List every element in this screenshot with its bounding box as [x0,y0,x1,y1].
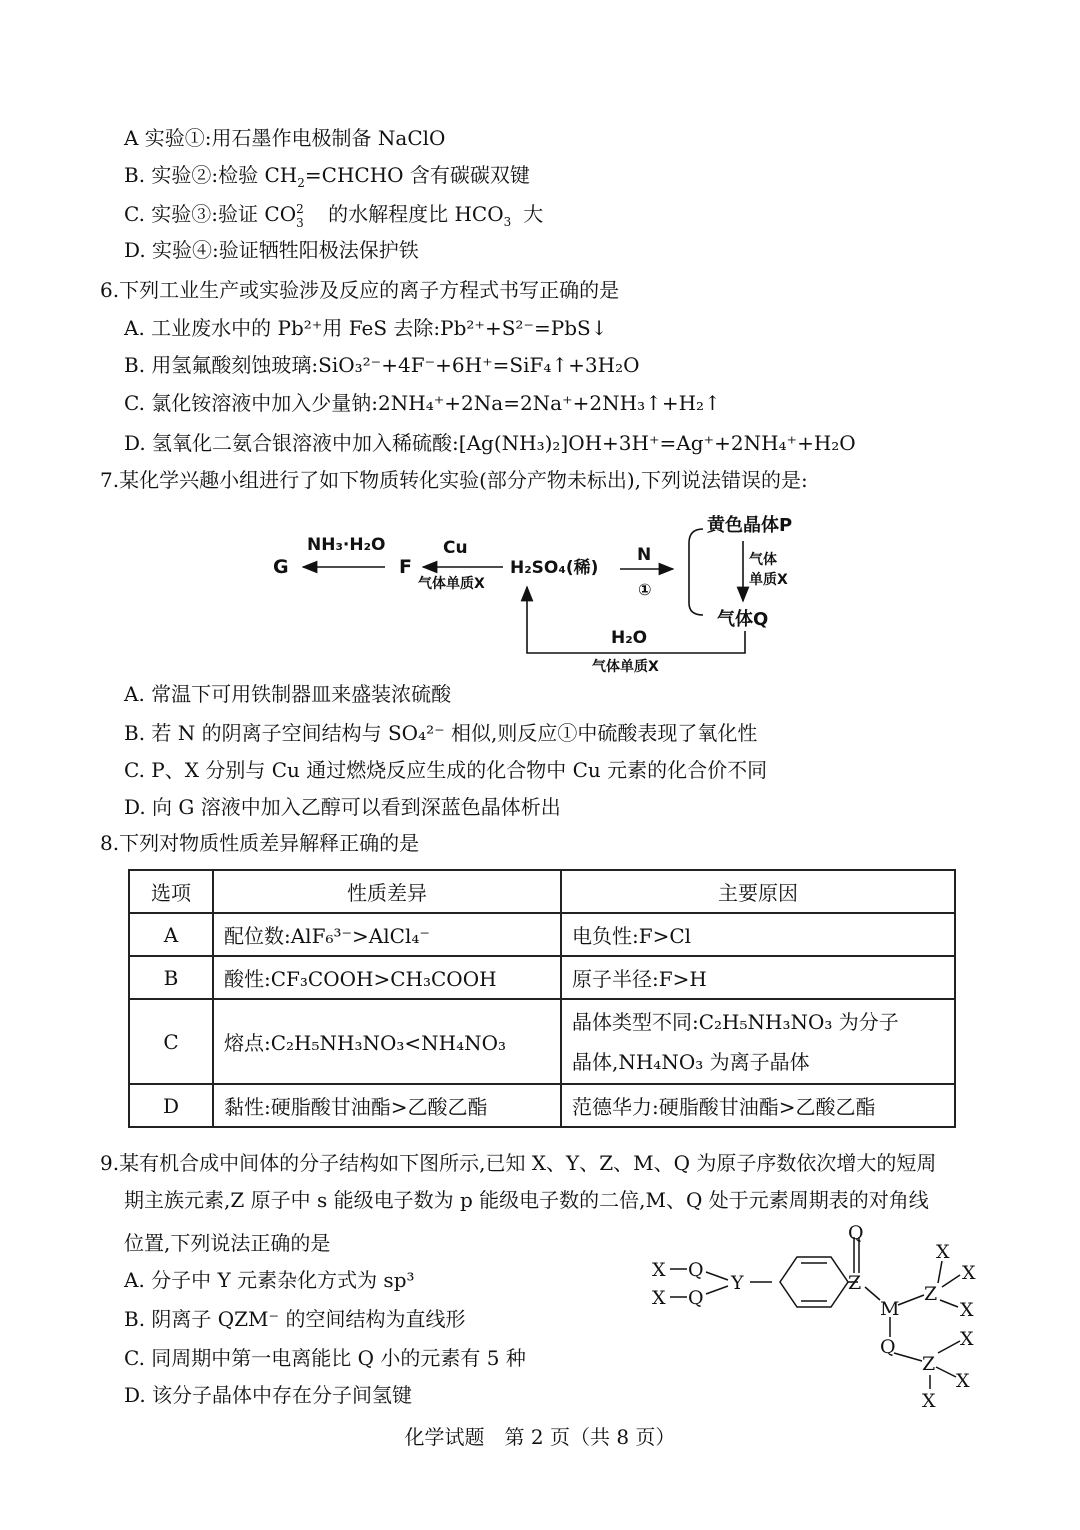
row-option: C [129,999,213,1084]
mol-y: Y [731,1272,744,1294]
diagram-gas-x1: 气体单质X [418,576,485,592]
q5-option-a: A 实验①:用石墨作电极制备 NaClO [124,126,446,150]
q6-option-a: A. 工业废水中的 Pb²⁺用 FeS 去除:Pb²⁺+S²⁻=PbS↓ [124,316,608,340]
q7-option-c: C. P、X 分别与 Cu 通过燃烧反应生成的化合物中 Cu 元素的化合价不同 [124,758,768,782]
mol-q-top: Q [848,1225,864,1244]
row-property: 熔点:C₂H₅NH₃NO₃<NH₄NO₃ [213,999,561,1084]
row-reason-cell [561,999,955,1084]
row-reason-line2: 晶体,NH₄NO₃ 为离子晶体 [572,1049,810,1074]
diagram-circ1: ① [638,580,652,599]
diagram-h2o: H₂O [611,628,648,648]
q9-molecule-structure [640,1225,990,1420]
q6-option-b: B. 用氢氟酸刻蚀玻璃:SiO₃²⁻+4F⁻+6H⁺=SiF₄↑+3H₂O [124,353,640,377]
diagram-n: N [637,545,652,565]
mol-m: M [880,1298,900,1320]
row-reason: 范德华力:硬脂酸甘油酯>乙酸乙酯 [561,1084,955,1127]
q6-option-c: C. 氯化铵溶液中加入少量钠:2NH₄⁺+2Na=2Na⁺+2NH₃↑+H₂↑ [124,391,721,415]
table-row [129,999,955,1084]
q9-option-b: B. 阴离子 QZM⁻ 的空间结构为直线形 [124,1307,466,1331]
q5-option-d: D. 实验④:验证牺牲阳极法保护铁 [124,238,419,262]
diagram-h2so4: H₂SO₄(稀) [510,558,599,578]
diagram-p: 黄色晶体P [707,515,793,536]
mol-x5: X [960,1299,974,1321]
q5-option-c-post: 大 [523,202,544,226]
mol-q3: Q [880,1336,896,1358]
q6-stem: 6.下列工业生产或实验涉及反应的离子方程式书写正确的是 [100,278,620,302]
q5-option-c-mid: 的水解程度比 HCO [328,202,504,226]
mol-x2: X [652,1287,666,1309]
page-footer: 化学试题 第 2 页（共 8 页） [404,1425,676,1449]
q5-option-c: C. 实验③:验证 CO 2 3 的水解程度比 $HCO_3$ 大 [124,202,544,230]
table-row [129,956,955,999]
diagram-q: 气体Q [717,609,769,630]
q5-option-c-pre: C. 实验③:验证 CO [124,202,297,226]
table-row [129,913,955,956]
row-property: 酸性:CF₃COOH>CH₃COOH [213,956,561,999]
q7-conversion-diagram [265,505,825,680]
q6-option-d: D. 氢氧化二氨合银溶液中加入稀硫酸:[Ag(NH₃)₂]OH+3H⁺=Ag⁺+2NH₄⁺+H₂O [124,431,856,455]
q7-option-b: B. 若 N 的阴离子空间结构与 SO₄²⁻ 相似,则反应①中硫酸表现了氧化性 [124,721,758,745]
q9-option-a: A. 分子中 Y 元素杂化方式为 sp³ [124,1268,415,1292]
diagram-nh3: NH₃·H₂O [307,535,386,555]
diagram-g: G [273,556,289,578]
mol-z3: Z [922,1353,936,1375]
mol-z2: Z [924,1283,938,1305]
diagram-gas-x2-b: 单质X [749,572,788,588]
diagram-gas-x2-a: 气体 [749,552,777,568]
mol-z1: Z [848,1272,862,1294]
table-header-row [129,870,955,913]
row-option: A [129,913,213,956]
q8-table [128,869,956,1128]
mol-q1: Q [688,1259,704,1281]
q9-stem-line1: 9.某有机合成中间体的分子结构如下图所示,已知 X、Y、Z、M、Q 为原子序数依次增大的短周 [100,1151,937,1175]
row-reason: 晶体类型不同:C₂H₅NH₃NO₃ 为分子 [572,1009,899,1034]
diagram-f: F [399,556,412,578]
q9-option-c: C. 同周期中第一电离能比 Q 小的元素有 5 种 [124,1346,526,1370]
diagram-brace [689,529,703,615]
header-property: 性质差异 [213,870,561,913]
mol-x7: X [956,1370,970,1392]
q5-option-b [124,163,530,190]
table-row [129,1084,955,1127]
mol-q2: Q [688,1287,704,1309]
q7-option-d: D. 向 G 溶液中加入乙醇可以看到深蓝色晶体析出 [124,795,561,819]
q5-option-c-sub2: 3 [503,215,512,229]
mol-x8: X [922,1390,936,1412]
q5-option-b-post: =CHCHO 含有碳碳双键 [304,163,530,187]
row-option: D [129,1084,213,1127]
mol-x4: X [962,1262,976,1284]
row-reason: 电负性:F>Cl [561,913,955,956]
row-option: B [129,956,213,999]
mol-x1: X [652,1259,666,1281]
q5-option-b-pre: B. 实验②:检验 CH [124,163,298,187]
q8-stem: 8.下列对物质性质差异解释正确的是 [100,831,420,855]
q7-stem: 7.某化学兴趣小组进行了如下物质转化实验(部分产物未标出),下列说法错误的是: [100,468,808,492]
row-property: 黏性:硬脂酸甘油酯>乙酸乙酯 [213,1084,561,1127]
q7-option-a: A. 常温下可用铁制器皿来盛装浓硫酸 [124,682,452,706]
q5-option-b-sub: 2 [297,176,305,190]
diagram-gas-x3: 气体单质X [592,659,659,675]
header-reason: 主要原因 [561,870,955,913]
row-reason: 原子半径:F>H [561,956,955,999]
mol-x3: X [936,1241,950,1263]
q9-option-d: D. 该分子晶体中存在分子间氢键 [124,1383,413,1407]
row-property: 配位数:AlF₆³⁻>AlCl₄⁻ [213,913,561,956]
diagram-cu: Cu [443,538,468,558]
q9-stem-line3: 位置,下列说法正确的是 [124,1231,331,1255]
q9-stem-line2: 期主族元素,Z 原子中 s 能级电子数为 p 能级电子数的二倍,M、Q 处于元素周期表的对角线 [124,1188,929,1212]
header-option: 选项 [129,870,213,913]
mol-x6: X [960,1328,974,1350]
